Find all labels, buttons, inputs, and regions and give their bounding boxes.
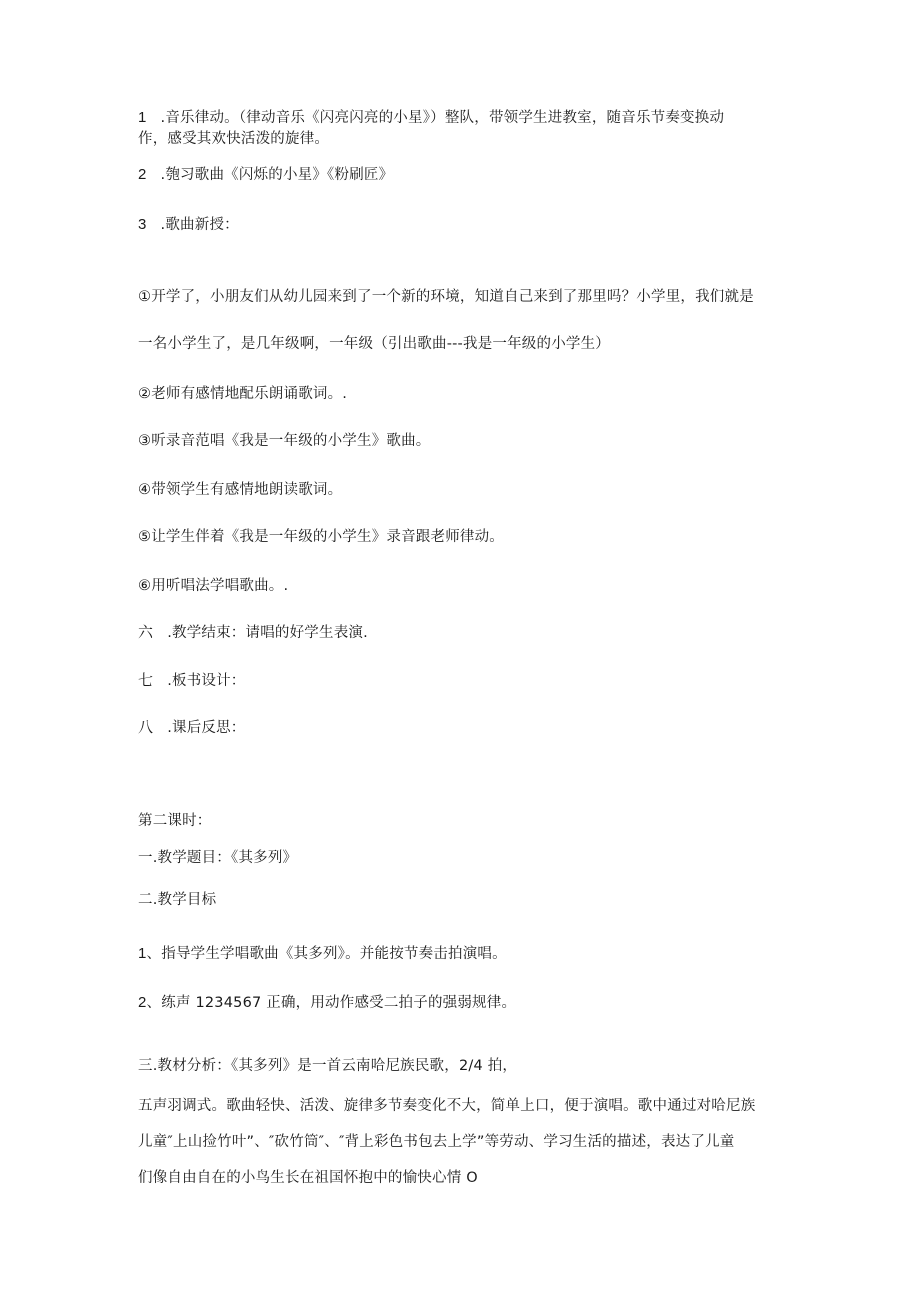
item-text: .音乐律动。（律动音乐《闪亮闪亮的小星》）整队，带领学生进教室，随音乐节奏变换动 <box>160 110 725 126</box>
item-number: 八 <box>138 719 154 736</box>
item-number: 2 <box>138 994 147 1011</box>
step-item <box>138 431 431 451</box>
item-text: .教学结束：请唱的好学生表演. <box>167 625 368 641</box>
item-text: .板书设计： <box>167 673 246 689</box>
item-number: 1 <box>138 109 147 126</box>
list-item-goal <box>138 944 507 964</box>
item-text: 五声羽调式。歌曲轻快、活泼、旋律多节奏变化不大，简单上口，便于演唱。歌中通过对哈尼族 <box>138 1098 756 1114</box>
step-item <box>138 576 288 596</box>
item-number: 3 <box>138 216 147 233</box>
paragraph-line <box>138 334 610 354</box>
list-item-music-rhythm <box>138 108 724 128</box>
item-text: ①开学了，小朋友们从幼儿园来到了一个新的环境，知道自己来到了那里吗？小学里，我们就是 <box>138 289 754 305</box>
step-item <box>138 480 342 500</box>
paragraph-line <box>138 1096 755 1116</box>
item-text: 、指导学生学唱歌曲《其多列》。并能按节奏击拍演唱。 <box>146 946 507 962</box>
item-text: ③听录音范唱《我是一年级的小学生》歌曲。 <box>138 433 431 449</box>
section-heading <box>138 623 368 643</box>
section-heading <box>138 890 216 910</box>
item-text: .课后反思： <box>167 720 246 736</box>
item-text: .歌曲新授： <box>160 217 239 233</box>
paragraph-line <box>138 1168 478 1188</box>
item-text: 们像自由自在的小鸟生长在祖国怀抱中的愉快心情 O <box>138 1170 478 1186</box>
item-text: 第二课时： <box>138 813 212 829</box>
section-heading <box>138 718 246 738</box>
section-heading <box>138 671 246 691</box>
item-text: 三.教材分析：《其多列》是一首云南哈尼族民歌，2/4 拍， <box>138 1058 518 1074</box>
item-text: ④带领学生有感情地朗读歌词。 <box>138 482 343 498</box>
list-item-goal <box>138 993 516 1013</box>
section-heading <box>138 848 297 868</box>
item-text: 作，感受其欢快活泼的旋律。 <box>138 131 330 147</box>
item-number: 六 <box>138 624 154 641</box>
lesson-heading <box>138 811 212 831</box>
step-item <box>138 527 504 547</box>
item-text: .匏习歌曲《闪烁的小星》《粉刷匠》 <box>160 167 394 183</box>
list-item-review-songs <box>138 165 393 185</box>
item-text: 儿童″上山捡竹叶”、″砍竹筒″、″背上彩色书包去上学”等劳动、学习生活的描述，表达了儿童 <box>138 1134 735 1150</box>
item-text: 一名小学生了，是几年级啊，一年级（引出歌曲---我是一年级的小学生） <box>138 336 610 352</box>
item-number: 1 <box>138 945 147 962</box>
item-text: 、练声 1234567 正确，用动作感受二拍子的强弱规律。 <box>146 995 517 1011</box>
item-text: ⑥用听唱法学唱歌曲。. <box>138 578 289 594</box>
step-item <box>138 384 347 404</box>
paragraph-line <box>138 287 754 307</box>
item-text: ②老师有感情地配乐朗诵歌词。. <box>138 386 348 402</box>
item-text: 二.教学目标 <box>138 892 217 908</box>
section-heading <box>138 1056 517 1076</box>
paragraph-line <box>138 129 329 149</box>
item-text: ⑤让学生伴着《我是一年级的小学生》录音跟老师律动。 <box>138 529 504 545</box>
item-number: 七 <box>138 672 154 689</box>
paragraph-line <box>138 1132 735 1152</box>
item-number: 2 <box>138 166 147 183</box>
list-item-new-song <box>138 215 239 235</box>
item-text: 一.教学题目：《其多列》 <box>138 850 298 866</box>
